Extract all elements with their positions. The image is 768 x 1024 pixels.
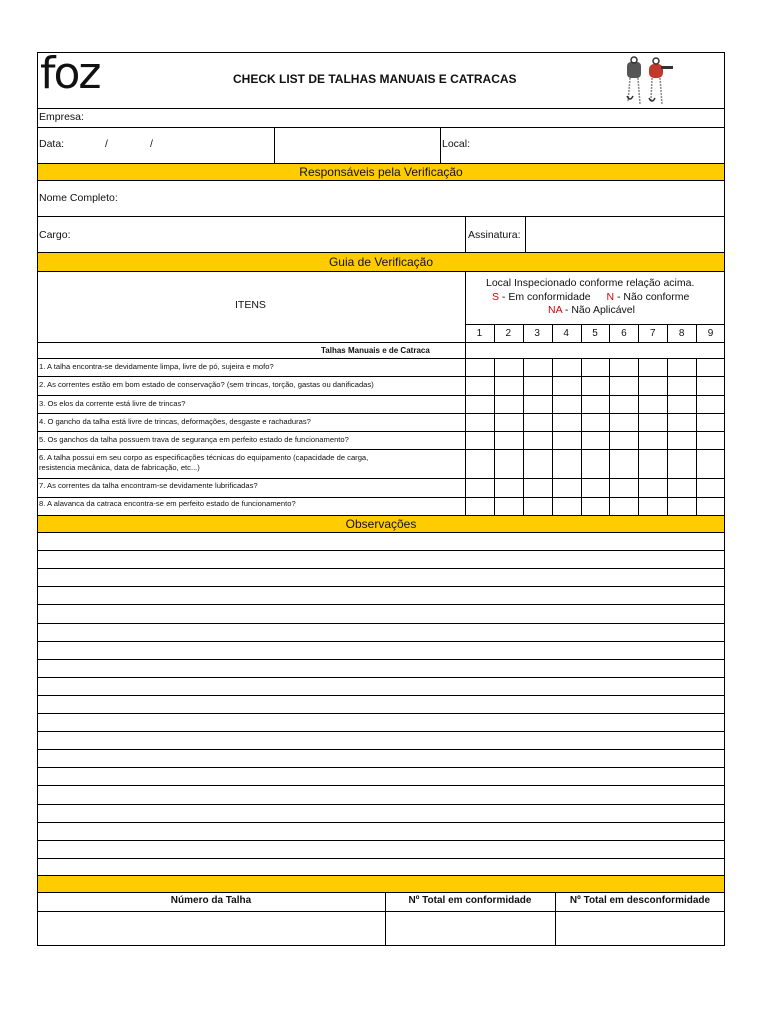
empresa-row[interactable] bbox=[37, 108, 725, 128]
check-cell[interactable] bbox=[638, 376, 667, 395]
check-cell[interactable] bbox=[494, 413, 523, 431]
check-cell[interactable] bbox=[638, 478, 667, 497]
check-cell[interactable] bbox=[465, 376, 494, 395]
check-cell[interactable] bbox=[581, 478, 610, 497]
item-4: 4. O gancho da talha está livre de trincas, deformações, desgaste e rachaduras? bbox=[39, 417, 311, 426]
check-cell[interactable] bbox=[552, 431, 581, 449]
check-cell[interactable] bbox=[465, 497, 494, 516]
check-cell[interactable] bbox=[667, 376, 696, 395]
observation-line bbox=[37, 713, 725, 714]
check-cell[interactable] bbox=[523, 413, 552, 431]
checklist-sheet bbox=[37, 48, 725, 946]
observation-line bbox=[37, 659, 725, 660]
item-2: 2. As correntes estão em bom estado de conservação? (sem trincas, torção, gastas ou danificadas) bbox=[39, 380, 374, 389]
check-cell[interactable] bbox=[609, 413, 638, 431]
check-cell[interactable] bbox=[494, 358, 523, 376]
cargo-label: Cargo: bbox=[39, 229, 71, 241]
check-cell[interactable] bbox=[609, 395, 638, 413]
legend-s-code: S bbox=[492, 291, 500, 303]
legend-n-text: - Não conforme bbox=[614, 291, 690, 303]
observation-line bbox=[37, 586, 725, 587]
observation-line bbox=[37, 623, 725, 624]
cargo-row bbox=[37, 216, 725, 253]
check-cell[interactable] bbox=[609, 358, 638, 376]
check-cell[interactable] bbox=[523, 431, 552, 449]
assinatura-label: Assinatura: bbox=[468, 229, 521, 241]
guia-band bbox=[37, 252, 725, 272]
footer-total-conformidade: Nº Total em conformidade bbox=[408, 895, 532, 906]
footer-numero-talha-input[interactable] bbox=[37, 912, 385, 946]
item-8: 8. A alavanca da catraca encontra-se em perfeito estado de funcionamento? bbox=[39, 499, 296, 508]
check-cell[interactable] bbox=[465, 431, 494, 449]
check-cell[interactable] bbox=[494, 478, 523, 497]
page-title: CHECK LIST DE TALHAS MANUAIS E CATRACAS bbox=[233, 72, 517, 86]
check-cell[interactable] bbox=[609, 376, 638, 395]
chain-hoist-icon bbox=[623, 54, 677, 108]
responsaveis-title: Responsáveis pela Verificação bbox=[299, 165, 463, 179]
section-title: Talhas Manuais e de Catraca bbox=[321, 346, 430, 355]
check-cell[interactable] bbox=[638, 395, 667, 413]
column-number: 6 bbox=[621, 328, 627, 339]
check-cell[interactable] bbox=[581, 431, 610, 449]
column-number: 4 bbox=[563, 328, 569, 339]
check-cell[interactable] bbox=[523, 478, 552, 497]
footer-total-desconformidade: Nº Total em desconformidade bbox=[569, 895, 711, 906]
footer-desconformidade-input[interactable] bbox=[556, 912, 725, 946]
item-1: 1. A talha encontra-se devidamente limpa, livre de pó, sujeira e mofo? bbox=[39, 362, 274, 371]
check-cell[interactable] bbox=[696, 431, 725, 449]
check-cell[interactable] bbox=[609, 497, 638, 516]
check-cell[interactable] bbox=[609, 449, 638, 478]
nome-label: Nome Completo: bbox=[39, 192, 118, 204]
responsaveis-band bbox=[37, 163, 725, 181]
observacoes-band bbox=[37, 515, 725, 533]
item-7: 7. As correntes da talha encontram-se devidamente lubrificadas? bbox=[39, 481, 258, 490]
check-cell[interactable] bbox=[667, 478, 696, 497]
check-cell[interactable] bbox=[465, 358, 494, 376]
legend-line2 bbox=[492, 291, 689, 303]
check-cell[interactable] bbox=[523, 376, 552, 395]
observacoes-area[interactable] bbox=[37, 532, 725, 876]
check-cell[interactable] bbox=[494, 395, 523, 413]
check-cell[interactable] bbox=[552, 358, 581, 376]
check-cell[interactable] bbox=[581, 376, 610, 395]
column-number: 9 bbox=[707, 328, 714, 339]
check-cell[interactable] bbox=[696, 358, 725, 376]
check-cell[interactable] bbox=[638, 449, 667, 478]
check-cell[interactable] bbox=[696, 395, 725, 413]
observation-line bbox=[37, 731, 725, 732]
column-number: 8 bbox=[678, 328, 685, 339]
check-cell[interactable] bbox=[696, 449, 725, 478]
check-cell[interactable] bbox=[609, 478, 638, 497]
check-cell[interactable] bbox=[552, 395, 581, 413]
column-number: 7 bbox=[649, 328, 656, 339]
empresa-label: Empresa: bbox=[39, 111, 84, 123]
check-cell[interactable] bbox=[638, 413, 667, 431]
item-5: 5. Os ganchos da talha possuem trava de segurança em perfeito estado de funcionamento? bbox=[39, 435, 349, 444]
check-cell[interactable] bbox=[523, 449, 552, 478]
observation-line bbox=[37, 677, 725, 678]
data-separator: / bbox=[105, 138, 108, 150]
observation-line bbox=[37, 858, 725, 859]
check-cell[interactable] bbox=[609, 431, 638, 449]
column-number: 3 bbox=[534, 328, 540, 339]
data-local-row bbox=[37, 127, 725, 164]
footer-band bbox=[37, 875, 725, 893]
itens-label: ITENS bbox=[235, 299, 266, 311]
observation-line bbox=[37, 822, 725, 823]
item-3: 3. Os elos da corrente está livre de trincas? bbox=[39, 399, 186, 408]
legend-na-code: NA bbox=[548, 304, 563, 316]
check-cell[interactable] bbox=[696, 413, 725, 431]
check-cell[interactable] bbox=[494, 497, 523, 516]
observation-line bbox=[37, 840, 725, 841]
check-cell[interactable] bbox=[581, 358, 610, 376]
legend-n-code: N bbox=[606, 291, 615, 303]
check-cell[interactable] bbox=[552, 478, 581, 497]
observacoes-title: Observações bbox=[345, 517, 417, 531]
footer-conformidade-input[interactable] bbox=[386, 912, 555, 946]
check-cell[interactable] bbox=[667, 449, 696, 478]
column-number: 5 bbox=[592, 328, 598, 339]
item-6-cont: resistencia mecânica, data de fabricação, etc...) bbox=[39, 463, 200, 472]
check-cell[interactable] bbox=[552, 497, 581, 516]
check-cell[interactable] bbox=[581, 449, 610, 478]
legend-s-text: - Em conformidade bbox=[499, 291, 591, 303]
footer-numero-talha: Número da Talha bbox=[170, 895, 252, 906]
check-cell[interactable] bbox=[523, 395, 552, 413]
check-cell[interactable] bbox=[667, 413, 696, 431]
check-cell[interactable] bbox=[523, 358, 552, 376]
check-cell[interactable] bbox=[638, 497, 667, 516]
check-cell[interactable] bbox=[523, 497, 552, 516]
check-cell[interactable] bbox=[581, 497, 610, 516]
check-cell[interactable] bbox=[667, 497, 696, 516]
data-label: Data: bbox=[39, 138, 65, 150]
legend-line1: Local Inspecionado conforme relação acima. bbox=[486, 277, 695, 289]
check-cell[interactable] bbox=[638, 431, 667, 449]
check-cell[interactable] bbox=[667, 431, 696, 449]
check-cell[interactable] bbox=[552, 449, 581, 478]
check-cell[interactable] bbox=[638, 358, 667, 376]
check-cell[interactable] bbox=[581, 395, 610, 413]
legend-line3 bbox=[548, 304, 635, 316]
data-separator: / bbox=[150, 138, 153, 150]
check-cell[interactable] bbox=[667, 358, 696, 376]
legend-na-text: - Não Aplicável bbox=[562, 304, 635, 316]
check-cell[interactable] bbox=[465, 413, 494, 431]
observation-line bbox=[37, 749, 725, 750]
observation-line bbox=[37, 604, 725, 605]
logo: foz bbox=[40, 48, 100, 99]
check-cell[interactable] bbox=[696, 497, 725, 516]
check-cell[interactable] bbox=[696, 478, 725, 497]
check-cell[interactable] bbox=[465, 449, 494, 478]
observation-line bbox=[37, 804, 725, 805]
column-number: 1 bbox=[476, 328, 483, 339]
item-6: 6. A talha possui em seu corpo as especificações técnicas do equipamento (capacidade de carga, bbox=[39, 453, 369, 462]
check-cell[interactable] bbox=[494, 431, 523, 449]
check-cell[interactable] bbox=[494, 376, 523, 395]
observation-line bbox=[37, 641, 725, 642]
check-cell[interactable] bbox=[465, 395, 494, 413]
nome-row[interactable] bbox=[37, 180, 725, 217]
guia-title: Guia de Verificação bbox=[328, 255, 434, 269]
observation-line bbox=[37, 568, 725, 569]
observation-line bbox=[37, 767, 725, 768]
check-cell[interactable] bbox=[465, 478, 494, 497]
local-label: Local: bbox=[442, 138, 471, 150]
check-cell[interactable] bbox=[494, 449, 523, 478]
observation-line bbox=[37, 550, 725, 551]
column-number: 2 bbox=[505, 328, 512, 339]
check-cell[interactable] bbox=[696, 376, 725, 395]
check-cell[interactable] bbox=[581, 413, 610, 431]
observation-line bbox=[37, 785, 725, 786]
observation-line bbox=[37, 695, 725, 696]
check-cell[interactable] bbox=[667, 395, 696, 413]
check-cell[interactable] bbox=[552, 413, 581, 431]
check-cell[interactable] bbox=[552, 376, 581, 395]
